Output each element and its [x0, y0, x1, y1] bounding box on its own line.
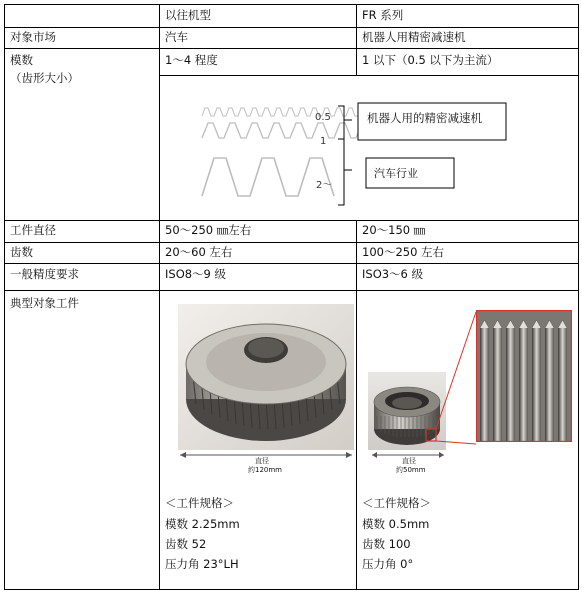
gear-photo-large: [178, 304, 354, 450]
spec-module-right: 模数 0.5mm: [362, 517, 430, 531]
dimension-label-left: 直径: [255, 457, 269, 465]
spec-teeth-left: 齿数 52: [165, 537, 207, 551]
gear-teeth-closeup: [476, 310, 572, 442]
precision-previous: ISO8～9 级: [165, 267, 227, 281]
tooth-profile-1: [202, 123, 373, 138]
module-fr: 1 以下（0.5 以下为主流）: [362, 53, 499, 67]
module-previous: 1～4 程度: [165, 53, 218, 67]
comparison-table: [4, 4, 579, 590]
row-label-diameter: 工件直径: [10, 223, 56, 237]
row-label-module: 模数: [10, 53, 33, 67]
spec-title-left: ＜工件规格＞: [165, 496, 234, 510]
dimension-label-right: 直径: [402, 457, 416, 465]
header-fr-series: FR 系列: [362, 8, 404, 22]
row-label-market: 对象市场: [10, 30, 56, 44]
row-label-workpiece: 典型对象工件: [10, 296, 79, 310]
tooth-profile-diagram: [160, 76, 578, 220]
market-previous: 汽车: [165, 30, 188, 44]
market-fr: 机器人用精密减速机: [362, 30, 466, 44]
row-label-teeth: 齿数: [10, 245, 33, 259]
teeth-previous: 20～60 左右: [165, 245, 233, 259]
box-auto-label: 汽车行业: [374, 167, 418, 180]
spec-pressure-angle-right: 压力角 0°: [362, 557, 414, 571]
teeth-fr: 100～250 左右: [362, 245, 445, 259]
wave-label-0.5: 0.5: [315, 112, 331, 123]
precision-fr: ISO3～6 级: [362, 267, 424, 281]
row-label-precision: 一般精度要求: [10, 267, 79, 281]
spec-teeth-right: 齿数 100: [362, 537, 411, 551]
header-previous-models: 以往机型: [165, 8, 211, 22]
spec-module-left: 模数 2.25mm: [165, 517, 240, 531]
wave-label-1: 1: [320, 136, 327, 147]
bracket-auto: [338, 139, 352, 205]
box-robot-label: 机器人用的精密减速机: [367, 111, 482, 125]
wave-label-2: 2～: [316, 180, 333, 191]
spec-title-right: ＜工件规格＞: [362, 496, 431, 510]
dimension-value-left: 約120mm: [248, 466, 282, 474]
spec-pressure-angle-left: 压力角 23°LH: [165, 557, 239, 571]
row-sublabel-tooth-size: （齿形大小）: [10, 71, 79, 85]
diameter-fr: 20～150 ㎜: [362, 223, 426, 237]
diameter-previous: 50～250 ㎜左右: [165, 223, 252, 237]
tooth-profile-2: [202, 158, 334, 196]
dimension-value-right: 約50mm: [396, 466, 426, 474]
